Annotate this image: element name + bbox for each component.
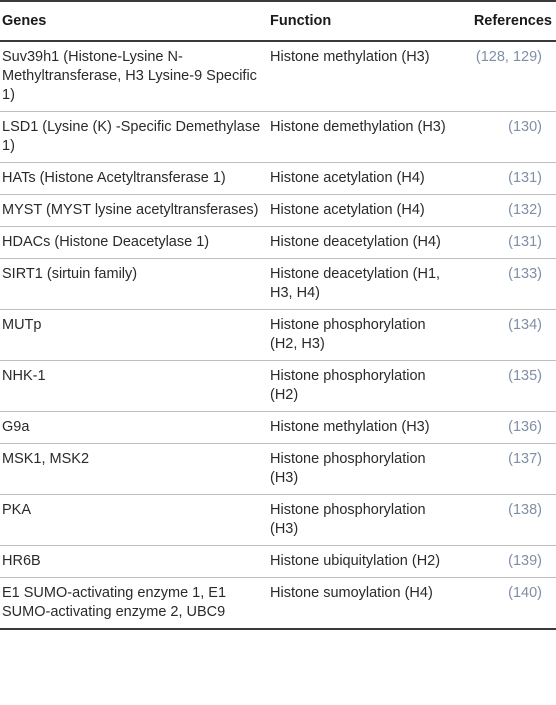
table-body <box>0 41 556 629</box>
table-row <box>0 41 556 112</box>
table-row <box>0 361 556 412</box>
gene-cell: SIRT1 (sirtuin family) <box>0 259 268 310</box>
reference-link[interactable]: (135) <box>458 361 556 412</box>
table-row <box>0 112 556 163</box>
function-cell: Histone deacetylation (H1, H3, H4) <box>268 259 458 310</box>
gene-cell: MYST (MYST lysine acetyltransferases) <box>0 195 268 227</box>
table-row <box>0 444 556 495</box>
table-row <box>0 195 556 227</box>
gene-cell: LSD1 (Lysine (K) -Specific Demethylase 1) <box>0 112 268 163</box>
reference-link[interactable]: (132) <box>458 195 556 227</box>
table-row <box>0 412 556 444</box>
reference-link[interactable]: (137) <box>458 444 556 495</box>
gene-cell: NHK-1 <box>0 361 268 412</box>
function-cell: Histone acetylation (H4) <box>268 163 458 195</box>
reference-link[interactable]: (134) <box>458 310 556 361</box>
gene-cell: HR6B <box>0 546 268 578</box>
function-cell: Histone deacetylation (H4) <box>268 227 458 259</box>
reference-link[interactable]: (128, 129) <box>458 41 556 112</box>
gene-cell: Suv39h1 (Histone-Lysine N-Methyltransferase, H3 Lysine-9 Specific 1) <box>0 41 268 112</box>
function-cell: Histone ubiquitylation (H2) <box>268 546 458 578</box>
gene-cell: HDACs (Histone Deacetylase 1) <box>0 227 268 259</box>
table-row <box>0 578 556 630</box>
gene-cell: MSK1, MSK2 <box>0 444 268 495</box>
function-cell: Histone phosphorylation (H2, H3) <box>268 310 458 361</box>
reference-link[interactable]: (140) <box>458 578 556 630</box>
function-cell: Histone phosphorylation (H3) <box>268 495 458 546</box>
function-cell: Histone methylation (H3) <box>268 41 458 112</box>
function-cell: Histone demethylation (H3) <box>268 112 458 163</box>
column-header-genes: Genes <box>0 1 268 41</box>
table-row <box>0 227 556 259</box>
reference-link[interactable]: (133) <box>458 259 556 310</box>
reference-link[interactable]: (139) <box>458 546 556 578</box>
gene-cell: MUTp <box>0 310 268 361</box>
table-row <box>0 310 556 361</box>
table-row <box>0 259 556 310</box>
function-cell: Histone phosphorylation (H3) <box>268 444 458 495</box>
function-cell: Histone phosphorylation (H2) <box>268 361 458 412</box>
reference-link[interactable]: (136) <box>458 412 556 444</box>
reference-link[interactable]: (130) <box>458 112 556 163</box>
column-header-function: Function <box>268 1 458 41</box>
gene-cell: HATs (Histone Acetyltransferase 1) <box>0 163 268 195</box>
gene-cell: E1 SUMO-activating enzyme 1, E1 SUMO-activating enzyme 2, UBC9 <box>0 578 268 630</box>
table-row <box>0 546 556 578</box>
gene-cell: G9a <box>0 412 268 444</box>
column-header-references: References <box>458 1 556 41</box>
function-cell: Histone methylation (H3) <box>268 412 458 444</box>
table-header <box>0 1 556 41</box>
table-row <box>0 163 556 195</box>
reference-link[interactable]: (131) <box>458 227 556 259</box>
gene-cell: PKA <box>0 495 268 546</box>
table-row <box>0 495 556 546</box>
function-cell: Histone sumoylation (H4) <box>268 578 458 630</box>
function-cell: Histone acetylation (H4) <box>268 195 458 227</box>
header-row <box>0 1 556 41</box>
reference-link[interactable]: (131) <box>458 163 556 195</box>
reference-link[interactable]: (138) <box>458 495 556 546</box>
